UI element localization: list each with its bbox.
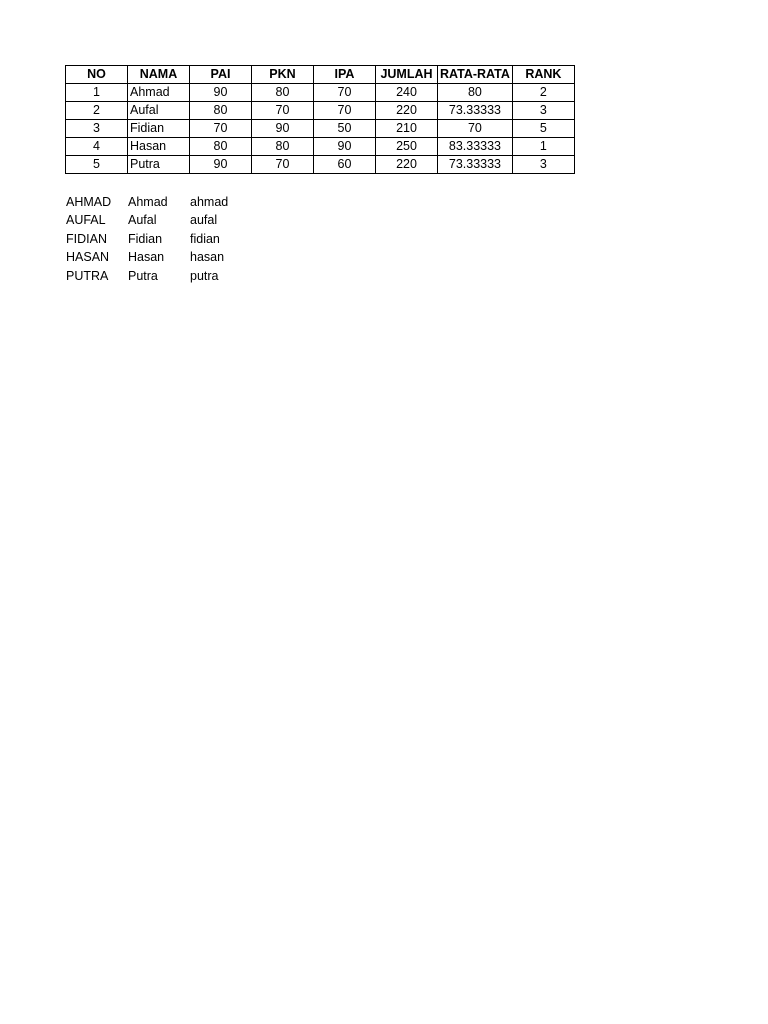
cell-pai: 80 [190,138,252,156]
table-row [66,102,575,120]
header-no: NO [66,66,128,84]
cell-rank: 3 [512,102,574,120]
cell-pkn: 80 [252,84,314,102]
cell-pai: 90 [190,84,252,102]
cell-rata-rata: 83.33333 [438,138,513,156]
cell-ipa: 50 [314,120,376,138]
table-row [66,120,575,138]
cell-nama: Hasan [128,138,190,156]
cell-pkn: 80 [252,138,314,156]
cell-rank: 5 [512,120,574,138]
name-case-list [66,193,252,285]
name-lowercase: aufal [190,213,218,228]
name-proper: Fidian [128,231,163,246]
cell-pkn: 70 [252,156,314,174]
cell-rata-rata: 70 [438,120,513,138]
table-row [66,138,575,156]
cell-jumlah: 250 [376,138,438,156]
list-item [66,267,252,285]
header-ipa: IPA [314,66,376,84]
name-uppercase: FIDIAN [66,231,107,246]
cell-jumlah: 220 [376,156,438,174]
table-row [66,156,575,174]
header-jumlah: JUMLAH [376,66,438,84]
header-pai: PAI [190,66,252,84]
cell-pkn: 90 [252,120,314,138]
cell-pai: 70 [190,120,252,138]
cell-rank: 3 [512,156,574,174]
cell-jumlah: 210 [376,120,438,138]
cell-rata-rata: 73.33333 [438,156,513,174]
header-rata-rata: RATA-RATA [438,66,513,84]
name-uppercase: AHMAD [66,195,112,209]
list-item [66,230,252,248]
name-uppercase: PUTRA [66,268,109,283]
name-uppercase: HASAN [66,250,110,265]
cell-no: 5 [66,156,128,174]
cell-nama: Ahmad [128,84,190,102]
name-proper: Hasan [128,250,165,265]
cell-pai: 80 [190,102,252,120]
table-row [66,84,575,102]
name-lowercase: hasan [190,250,225,265]
name-proper: Putra [128,268,158,283]
cell-nama: Aufal [128,102,190,120]
header-row [66,66,575,84]
list-item [66,193,252,211]
name-proper: Aufal [128,213,157,228]
header-pkn: PKN [252,66,314,84]
cell-no: 3 [66,120,128,138]
cell-nama: Fidian [128,120,190,138]
cell-pai: 90 [190,156,252,174]
name-lowercase: putra [190,268,219,283]
cell-jumlah: 240 [376,84,438,102]
name-uppercase: AUFAL [66,213,106,228]
cell-no: 1 [66,84,128,102]
name-lowercase: fidian [190,231,220,246]
cell-rata-rata: 73.33333 [438,102,513,120]
name-proper: Ahmad [128,195,168,209]
cell-no: 2 [66,102,128,120]
header-rank: RANK [512,66,574,84]
cell-nama: Putra [128,156,190,174]
scores-table [65,65,575,174]
cell-ipa: 70 [314,102,376,120]
list-item [66,211,252,229]
cell-pkn: 70 [252,102,314,120]
cell-no: 4 [66,138,128,156]
name-lowercase: ahmad [190,195,229,209]
cell-jumlah: 220 [376,102,438,120]
cell-rank: 2 [512,84,574,102]
cell-ipa: 60 [314,156,376,174]
cell-rank: 1 [512,138,574,156]
list-item [66,248,252,266]
header-nama: NAMA [128,66,190,84]
cell-rata-rata: 80 [438,84,513,102]
cell-ipa: 70 [314,84,376,102]
cell-ipa: 90 [314,138,376,156]
